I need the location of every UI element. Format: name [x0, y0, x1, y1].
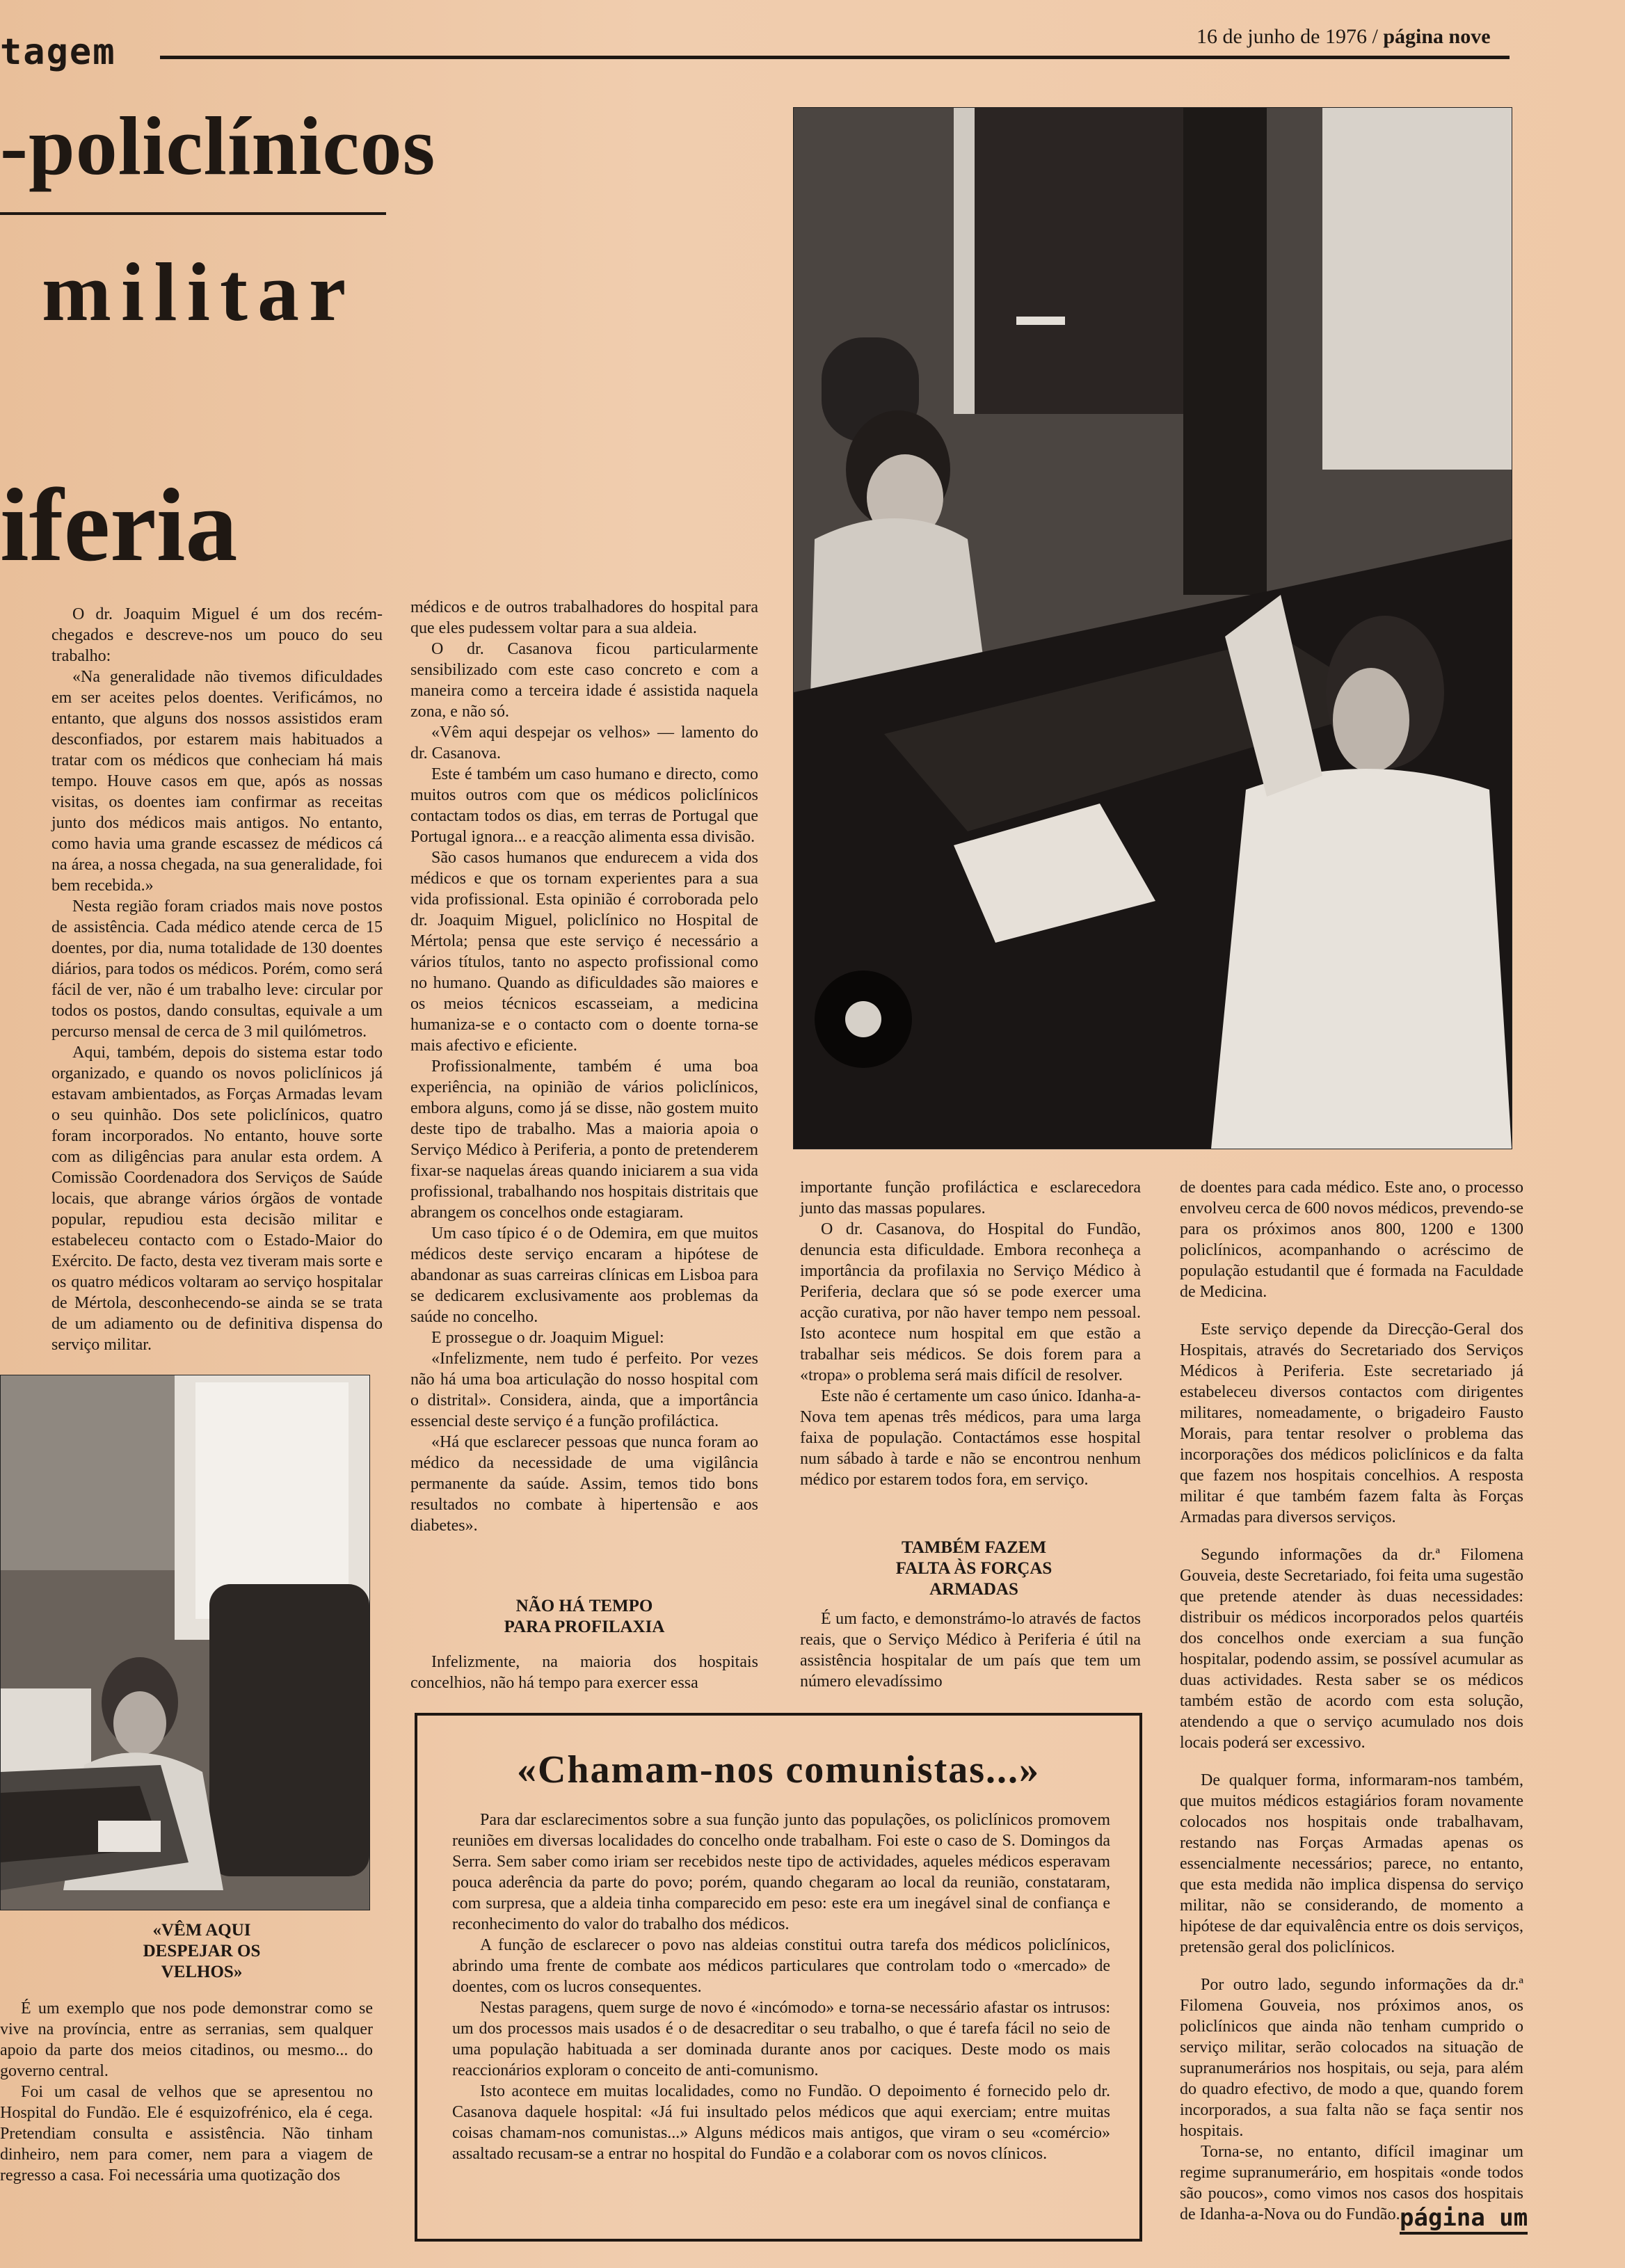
header-rule — [160, 56, 1510, 59]
photo-doctor-consultation — [793, 107, 1512, 1149]
article-column-2b — [410, 1652, 758, 1693]
paragraph: Este não é certamente um caso único. Idanha-a-Nova tem apenas três médicos, para uma larga faixa de população. Contactámos esse hospital num sábado à tarde e não se encontrou nenhum médico por estarem todos fora, em serviço. — [800, 1387, 1141, 1489]
paragraph: De qualquer forma, informaram-nos também, que muitos médicos estagiários foram novamente colocados nos hospitais onde trabalhavam, restando nas Forças Armadas apenas os essencialmente necessários; parece, no entanto, que esta medida não implica dispensa do serviço militar, não se considerando, de momento a hipótese de dar equivalência entre os dois serviços, pretensão geral dos policlínicos. — [1180, 1771, 1523, 1956]
paragraph: A função de esclarecer o povo nas aldeias constitui outra tarefa dos médicos policlínicos, abrindo uma frente de combate aos médicos particulares que controlam todo o «mercado» de doentes, com os lucros consequentes. — [452, 1936, 1110, 1996]
paragraph: E prossegue o dr. Joaquim Miguel: — [431, 1329, 664, 1347]
paragraph: Por outro lado, segundo informações da dr.ª Filomena Gouveia, nos próximos anos, os policlínicos que ainda não tenham cumprido o serviço militar, serão colocados na situação de supranumerários nos hospitais, ou seja, para além do quadro efectivo, de modo a que, quando forem incorporados, a sua falta não se faça sentir nos hospitais. — [1180, 1976, 1523, 2140]
paragraph: «Infelizmente, nem tudo é perfeito. Por vezes não há uma boa articulação do nosso hospital com o distrital». Considera, ainda, que a importância essencial deste serviço é a função profiláctica. — [410, 1350, 758, 1430]
photo-doctor-seated — [0, 1375, 370, 1910]
paragraph: O dr. Casanova ficou particularmente sensibilizado com este caso concreto e com a maneira como a terceira idade é assistida naquela zona, e não só. — [410, 640, 758, 721]
paragraph: Este é também um caso humano e directo, como muitos outros com que os médicos policlínicos contactam todos os dias, em terras de Portugal que Portugal ignora... e a reacção alimenta essa divisão. — [410, 765, 758, 846]
paragraph: É um exemplo que nos pode demonstrar como se vive na província, entre as serranias, sem qualquer apoio da parte dos meios citadinos, ou mesmo... do governo central. — [0, 1999, 373, 2080]
paragraph: médicos e de outros trabalhadores do hospital para que eles pudessem voltar para a sua aldeia. — [410, 598, 758, 637]
boxed-article — [415, 1713, 1142, 2242]
paragraph: «Há que esclarecer pessoas que nunca foram ao médico da necessidade de uma vigilância permanente da saúde. Assim, temos tido bons resultados no combate à hipertensão e aos diabetes». — [410, 1433, 758, 1535]
headline-line-3: iferia — [0, 468, 238, 583]
paragraph: «Vêm aqui despejar os velhos» — lamento do dr. Casanova. — [410, 724, 758, 762]
paragraph: de doentes para cada médico. Este ano, o processo envolveu cerca de 600 novos médicos, prevendo-se para os próximos anos 800, 1200 e 1300 policlínicos, acompanhando o acréscimo de população estudantil que é formada na Faculdade de Medicina. — [1180, 1179, 1523, 1301]
paragraph: É um facto, e demonstrámo-lo através de factos reais, que o Serviço Médico à Periferia é útil na assistência hospitalar de um país que tem um número elevadíssimo — [800, 1610, 1141, 1691]
paragraph: Um caso típico é o de Odemira, em que muitos médicos deste serviço encaram a hipótese de abandonar as suas carreiras clínicas em Lisboa para se dedicarem exclusivamente aos problemas da saúde no concelho. — [410, 1224, 758, 1326]
paragraph: Torna-se, no entanto, difícil imaginar um regime supranumerário, em hospitais «onde todos são poucos», como vimos nos casos dos hospitais de Idanha-a-Nova ou do Fundão. — [1180, 2143, 1523, 2223]
paragraph: Nestas paragens, quem surge de novo é «incómodo» e torna-se necessário afastar os intrusos: um dos processos mais usados é o de desacreditar o seu trabalho, o que é tarefa fácil no seio de uma população habituada a ser dominada durante anos por caciques. Deste modo os mais reaccionários exploram o conceito de anti-comunismo. — [452, 1999, 1110, 2079]
boxed-article-body — [452, 1810, 1110, 2164]
issue-date: 16 de junho de 1976 — [1196, 25, 1367, 48]
page-number: página nove — [1383, 25, 1491, 48]
article-column-4 — [1180, 1177, 1523, 2225]
paragraph: «Na generalidade não tivemos dificuldades em ser aceites pelos doentes. Verificámos, no entanto, que alguns dos nossos assistidos eram desconfiados, por estarem mais habituados a tratar com os médicos que conheciam há mais tempo. Houve casos em que, após as nossas visitas, os doentes iam confirmar as receitas junto dos médicos mais antigos. No entanto, como havia uma grande escassez de médicos cá na área, a nossa chegada, na sua generalidade, foi bem recebida.» — [51, 668, 383, 895]
paragraph: Aqui, também, depois do sistema estar todo organizado, e quando os novos policlínicos já estavam ambientados, as Forças Armadas levam o seu quinhão. Dos sete policlínicos, quatro foram incorporados. No entanto, houve sorte com as diligências para anular esta ordem. A Comissão Coordenadora dos Serviços de Saúde locais, que abrange vários órgãos de vontade popular, repudiou esta decisão militar e estabeleceu contacto com o Estado-Maior do Exército. De facto, desta vez tiveram mais sorte e os quatro médicos voltaram ao serviço hospitalar de Mértola, desconhecendo-se ainda se se trata de um adiamento ou de definitiva dispensa do serviço militar. — [51, 1044, 383, 1354]
paragraph: Infelizmente, na maioria dos hospitais concelhios, não há tempo para exercer essa — [410, 1653, 758, 1692]
boxed-article-title: «Chamam-nos comunistas...» — [516, 1748, 1041, 1791]
paragraph: Segundo informações da dr.ª Filomena Gouveia, deste Secretariado, foi feita uma sugestão que pretende atender às duas necessidades: distribuir os médicos incorporados pelos quartéis dos concelhos onde exerciam a sua função hospitalar, podendo assim, se possível acumular as duas actividades. Resta saber se os médicos também estão de acordo com esta solução, atendendo a que o serviço acumulado nos dois locais poderá ser excessivo. — [1180, 1546, 1523, 1752]
paragraph: importante função profiláctica e esclarecedora junto das massas populares. — [800, 1179, 1141, 1217]
paragraph: Isto acontece em muitas localidades, como no Fundão. O depoimento é fornecido pelo dr. Casanova daquele hospital: «Já fui insultado pelos médicos que aqui exerciam; entre muitas coisas chamam-nos comunistas...» Alguns médicos mais antigos, que viram o seu «comércio» assaltado recusam-se a entrar no hospital do Fundão e a colaborar com os novos clínicos. — [452, 2082, 1110, 2163]
paragraph: Para dar esclarecimentos sobre a sua função junto das populações, os policlínicos promovem reuniões em diversas localidades do concelho onde trabalham. Foi este o caso de S. Domingos da Serra. Sem saber como iriam ser recebidos neste tipo de actividades, aqueles médicos esperavam pouca aderência da parte do povo; porém, quando chegaram ao local da reunião, constataram, com surpresa, que a aldeia tinha comparecido em peso: este era um inegável sinal de confiança e reconhecimento do valor do trabalho dos médicos. — [452, 1811, 1110, 1933]
article-column-3 — [800, 1177, 1141, 1490]
paragraph: São casos humanos que endurecem a vida dos médicos e que os tornam experientes para a sua vida profissional. Esta opinião é corroborada pelo dr. Joaquim Miguel, policlínico no Hospital de Mértola; pensa que este serviço é necessário a vários títulos, tanto no aspecto profissional como no humano. Quando as dificuldades são maiores e os meios técnicos escasseiam, a medicina humaniza-se e o contacto com o doente torna-se mais afectivo e eficiente. — [410, 849, 758, 1055]
headline-line-2: militar — [42, 246, 356, 338]
subhead-vem-aqui: «VÊM AQUI DESPEJAR OS VELHOS» — [143, 1921, 261, 1981]
paragraph: O dr. Joaquim Miguel é um dos recém-chegados e descreve-nos um pouco do seu trabalho: — [51, 605, 383, 665]
paragraph: Foi um casal de velhos que se apresentou no Hospital do Fundão. Ele é esquizofrénico, ela é cega. Pretendiam consulta e assistência. Não tinham dinheiro, nem para comer, nem para a viagem de regresso a casa. Foi necessária uma quotização dos — [0, 2083, 373, 2185]
page-header: 16 de junho de 1976 / página nove — [1196, 25, 1491, 48]
footer-logo: página um — [1400, 2204, 1528, 2235]
article-column-1b — [0, 1998, 373, 2186]
headline-line-1: -policlínicos — [0, 99, 436, 192]
article-column-3b — [800, 1608, 1141, 1692]
article-column-1 — [51, 604, 383, 1355]
subhead-nao-ha-tempo: NÃO HÁ TEMPO PARA PROFILAXIA — [504, 1597, 665, 1636]
subhead-tambem-fazem-falta: TAMBÉM FAZEM FALTA ÀS FORÇAS ARMADAS — [895, 1538, 1052, 1599]
paragraph: Profissionalmente, também é uma boa experiência, na opinião de vários policlínicos, embora alguns, como já se disse, não gostem muito deste tipo de trabalho. Mas a maioria apoia o Serviço Médico à Periferia, a ponto de pretenderem fixar-se naquelas áreas quando iniciarem a sua vida profissional, trabalhando nos hospitais distritais que abrangem os concelhos onde estagiaram. — [410, 1057, 758, 1222]
paragraph: O dr. Casanova, do Hospital do Fundão, denuncia esta dificuldade. Embora reconheça a importância da profilaxia no Serviço Médico à Periferia, declara que só se pode exercer uma acção curativa, por não haver tempo nem pessoal. Isto acontece num hospital em que estão a trabalhar seis médicos. Se dois forem para a «tropa» o problema será mais difícil de resolver. — [800, 1220, 1141, 1384]
article-column-2 — [410, 597, 758, 1536]
section-header: tagem — [0, 31, 116, 73]
paragraph: Nesta região foram criados mais nove postos de assistência. Cada médico atende cerca de 15 doentes, por dia, numa totalidade de 130 doentes diários, para todos os médicos. Porém, como será fácil de ver, não é um trabalho leve: circular por todos os postos, dando consultas, equivale a um percurso mensal de cerca de 3 mil quilómetros. — [51, 897, 383, 1041]
paragraph: Este serviço depende da Direcção-Geral dos Hospitais, através do Secretariado dos Serviços Médicos à Periferia. Este secretariado já estabeleceu diversos contactos com dirigentes militares, nomeadamente, o brigadeiro Fausto Morais, para tentar resolver o problema das incorporações dos médicos policlínicos e da falta que fazem nos hospitais concelhios. A resposta militar é que também fazem falta às Forças Armadas para diversos serviços. — [1180, 1320, 1523, 1526]
headline-rule — [0, 212, 386, 215]
